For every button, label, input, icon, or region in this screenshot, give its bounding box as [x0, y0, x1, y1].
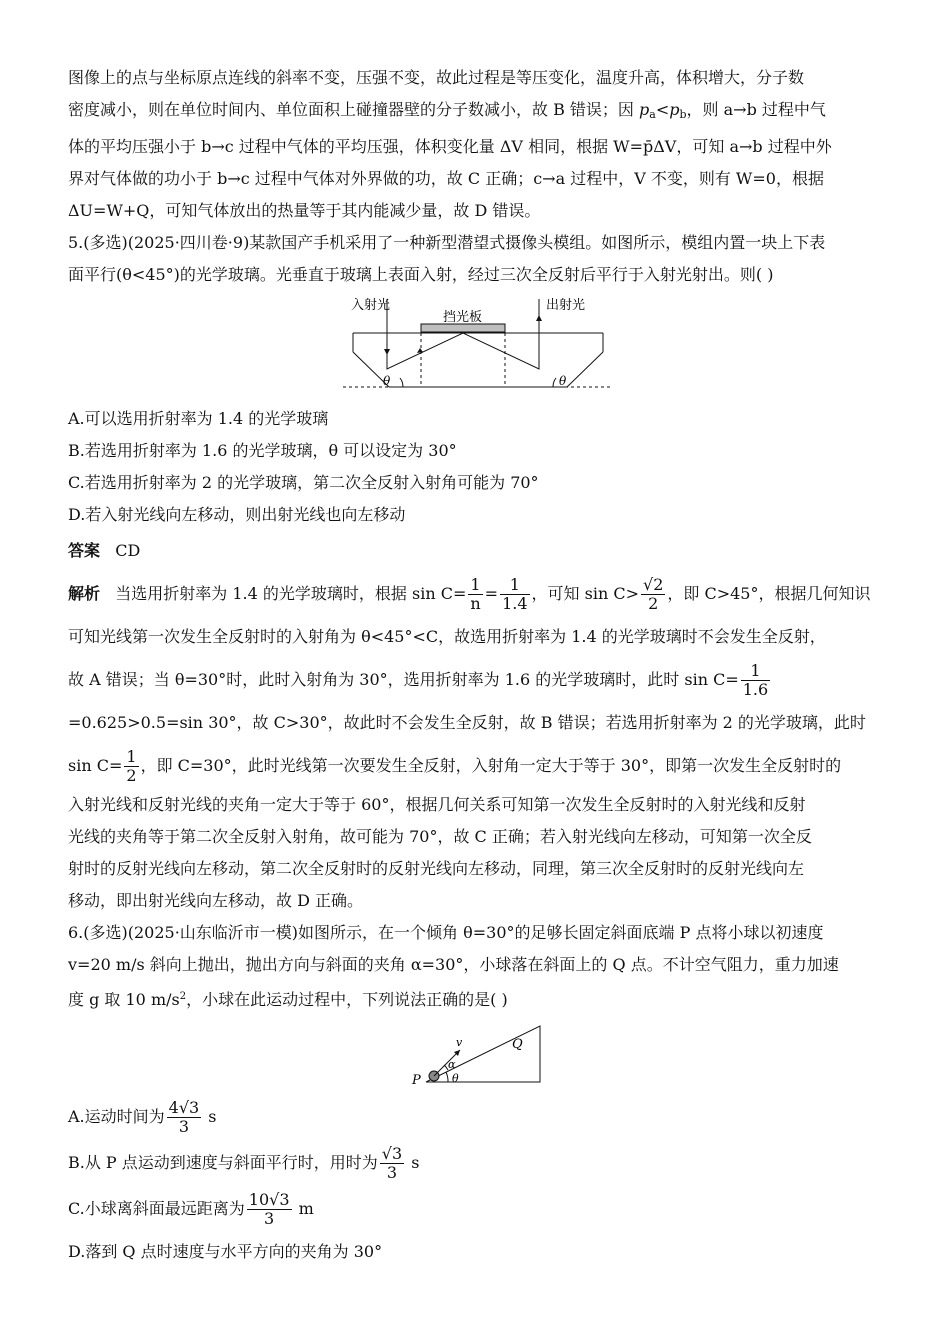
fraction: $\frac{√3}{3}$ [381, 1144, 403, 1182]
option-d: D.若入射光线向左移动，则出射光线也向左移动 [68, 505, 406, 524]
analysis-line: 可知光线第一次发生全反射时的入射角为 θ<45°<C，故选用折射率为 1.4 的光学玻璃时不会发生全反射， [68, 627, 826, 646]
label-incident-light: 入射光 [351, 298, 391, 313]
option-b: B.从 P 点运动到速度与斜面平行时，用时为 $\frac{√3}{3}$ s [68, 1144, 420, 1182]
fraction: $\frac{1}{n}$ [470, 575, 481, 613]
fraction: $\frac{4√3}{3}$ [168, 1098, 200, 1136]
answer-label: 答案 [68, 541, 101, 560]
answer-value: CD [115, 541, 141, 560]
question-5 [68, 227, 888, 917]
incline-figure [408, 1022, 548, 1088]
label-alpha: α [448, 1058, 456, 1071]
theta-left: θ [383, 374, 391, 388]
text-line: 界对气体做的功小于 b→c 过程中气体对外界做的功，故 C 正确；c→a 过程中，V 不变，则有 W=0，根据 [68, 169, 824, 188]
analysis-line: 移动，即出射光线向左移动，故 D 正确。 [68, 891, 364, 910]
prev-analysis [68, 62, 888, 227]
question-stem: 度 g 取 10 $m/s^2$，小球在此运动过程中，下列说法正确的是( ) [68, 990, 508, 1009]
document-page [68, 62, 888, 1272]
answer-line [68, 531, 888, 571]
question-stem: v=20 m/s 斜向上抛出，抛出方向与斜面的夹角 α=30°，小球落在斜面上的 Q 点。不计空气阻力，重力加速 [68, 955, 839, 974]
analysis-line: 故 A 错误；当 θ=30°时，此时入射角为 30°，选用折射率为 1.6 的光学玻璃时，此时 sin C= $\frac{1}{1.6}$ [68, 661, 769, 699]
fraction: $\frac{10√3}{3}$ [248, 1190, 290, 1228]
theta-right: θ [559, 374, 567, 388]
question-6 [68, 917, 888, 1272]
label-v: v [456, 1036, 463, 1049]
label-P: P [412, 1073, 421, 1088]
label-theta: θ [452, 1072, 459, 1085]
text-line: 体的平均压强小于 b→c 过程中气体的平均压强，体积变化量 ΔV 相同，根据 W=p̄ΔV，可知 a→b 过程中外 [68, 137, 832, 156]
text-line: ΔU=W+Q，可知气体放出的热量等于其内能减少量，故 D 错误。 [68, 201, 541, 220]
label-exit-light: 出射光 [546, 298, 586, 313]
fraction: $\frac{1}{1.6}$ [742, 661, 769, 699]
analysis-line: =0.625>0.5=sin 30°，故 C>30°，故此时不会发生全反射，故 B 错误；若选用折射率为 2 的光学玻璃，此时 [68, 713, 866, 732]
option-c: C.小球离斜面最远距离为 $\frac{10√3}{3}$ m [68, 1190, 314, 1228]
question-stem: 5.(多选)(2025·四川卷·9)某款国产手机采用了一种新型潜望式摄像头模组。如图所示，模组内置一块上下表 [68, 233, 826, 252]
fraction: $\frac{1}{2}$ [126, 747, 137, 785]
analysis-line: 入射光线和反射光线的夹角一定大于等于 60°，根据几何关系可知第一次发生全反射时的入射光线和反射 [68, 795, 806, 814]
analysis-line: 光线的夹角等于第二次全反射入射角，故可能为 70°，故 C 正确；若入射光线向左移动，可知第一次全反 [68, 827, 812, 846]
label-plate: 挡光板 [443, 310, 483, 325]
analysis-line: sin C= $\frac{1}{2}$ ，即 C=30°，此时光线第一次要发生全反射，入射角一定大于等于 30°，即第一次发生全反射时的 [68, 747, 842, 785]
option-b: B.若选用折射率为 1.6 的光学玻璃，θ 可以设定为 30° [68, 441, 457, 460]
text-line: 图像上的点与坐标原点连线的斜率不变，压强不变，故此过程是等压变化，温度升高，体积增大，分子数 [68, 68, 805, 87]
question-stem: 6.(多选)(2025·山东临沂市一模)如图所示，在一个倾角 θ=30°的足够长固定斜面底端 P 点将小球以初速度 [68, 923, 824, 942]
incline [426, 1026, 540, 1082]
option-c: C.若选用折射率为 2 的光学玻璃，第二次全反射入射角可能为 70° [68, 473, 539, 492]
option-a: A.运动时间为 $\frac{4√3}{3}$ s [68, 1098, 217, 1136]
fraction: $\frac{√2}{2}$ [643, 575, 664, 613]
option-a: A.可以选用折射率为 1.4 的光学玻璃 [68, 409, 329, 428]
fraction: $\frac{1}{1.4}$ [502, 575, 528, 613]
periscope-figure [343, 297, 613, 397]
analysis-line: 射时的反射光线向左移动，第二次全反射时的反射光线向左移动，同理，第三次全反射时的反射光线向左 [68, 859, 805, 878]
analysis-label: 解析 [68, 584, 101, 603]
label-Q: Q [512, 1037, 523, 1052]
text-line: 密度减小，则在单位时间内、单位面积上碰撞器壁的分子数减小，故 B 错误；因 $p_a<p_b$，则 a→b 过程中气 [68, 100, 826, 121]
option-d: D.落到 Q 点时速度与水平方向的夹角为 30° [68, 1242, 383, 1261]
light-blocking-plate [421, 324, 505, 332]
question-stem: 面平行(θ<45°)的光学玻璃。光垂直于玻璃上表面入射，经过三次全反射后平行于入射光射出。则( ) [68, 265, 774, 284]
analysis-line: 解析 当选用折射率为 1.4 的光学玻璃时，根据 sin C= $\frac{1}{n}$ = $\frac{1}{1.4}$ ，可知 sin C> $\frac{√2}{2}$ ，即 C>45°，根据几何知识 [68, 575, 871, 613]
